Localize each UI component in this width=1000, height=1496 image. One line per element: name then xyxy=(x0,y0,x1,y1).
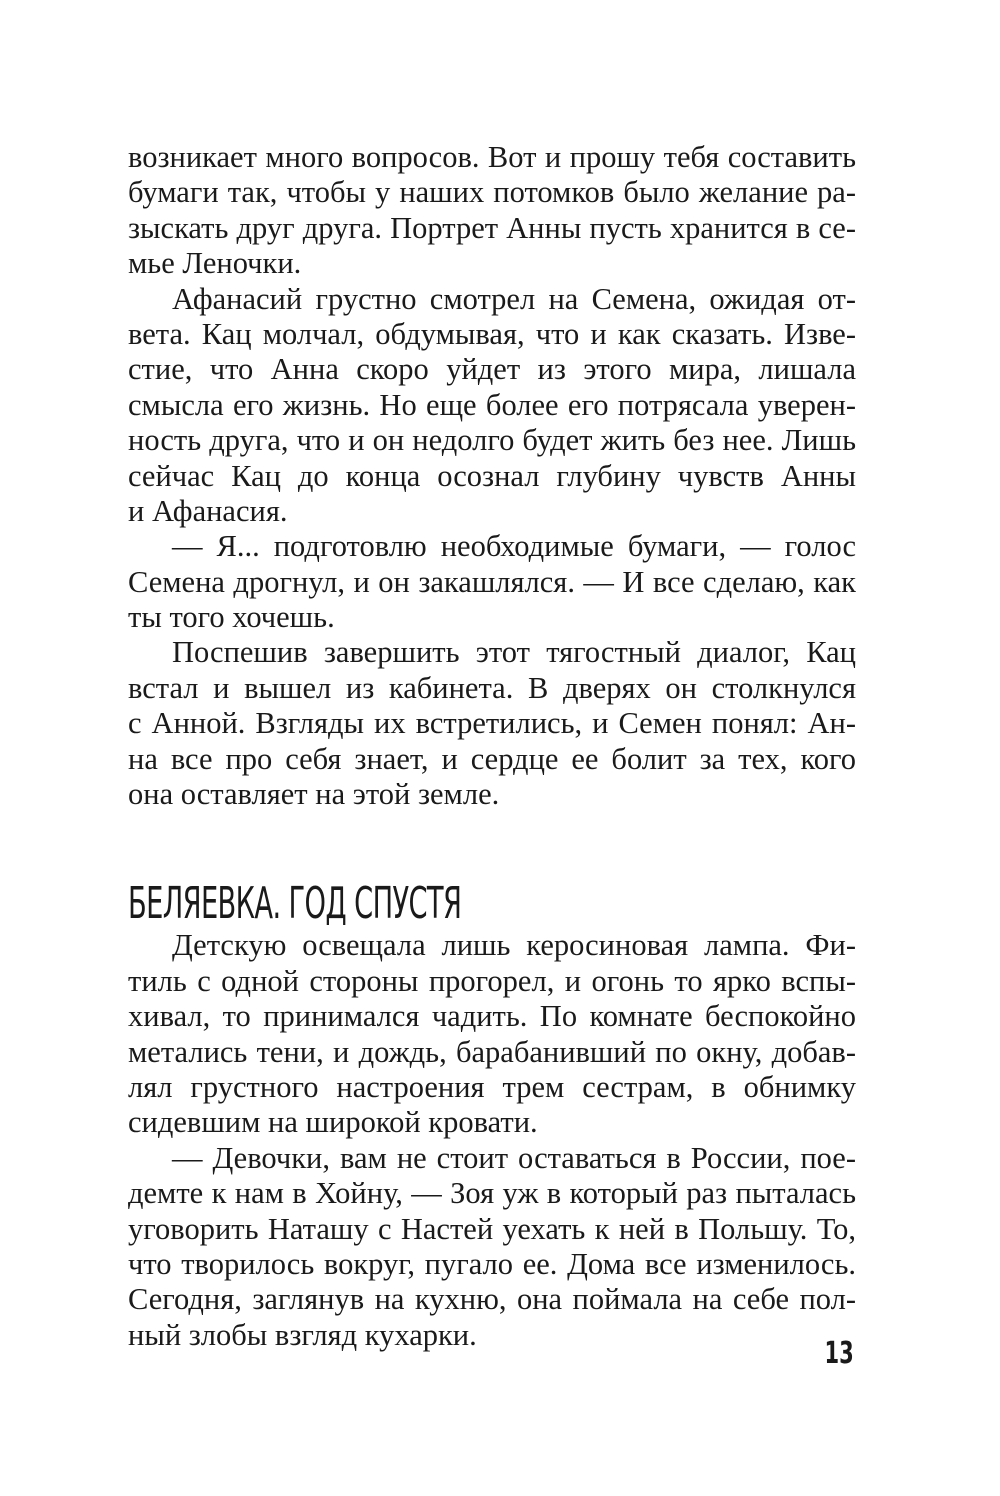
text-line: бумаги так, чтобы у наших потомков было желание ра- xyxy=(128,175,856,210)
text-line: лял грустного настроения трем сестрам, в обнимку xyxy=(128,1069,856,1104)
text-line: с Анной. Взгляды их встретились, и Семен понял: Ан- xyxy=(128,706,856,741)
text-line: что творилось вокруг, пугало ее. Дома все изменилось. xyxy=(128,1246,856,1281)
text-line: и Афанасия. xyxy=(128,493,288,528)
paragraph xyxy=(128,635,856,812)
text-line: зыскать друг друга. Портрет Анны пусть хранится в се- xyxy=(128,210,856,245)
text-line: она оставляет на этой земле. xyxy=(128,777,500,812)
text-line: Детскую освещала лишь керосиновая лампа. Фи- xyxy=(172,928,856,963)
text-line: смысла его жизнь. Но еще более его потрясала уверен- xyxy=(128,387,856,422)
text-line: вета. Кац молчал, обдумывая, что и как сказать. Изве- xyxy=(128,316,856,351)
paragraph xyxy=(128,282,856,530)
paragraph xyxy=(128,928,856,1140)
text-line: тиль с одной стороны прогорел, и огонь то ярко вспы- xyxy=(128,963,856,998)
text-line: сидевшим на широкой кровати. xyxy=(128,1105,538,1140)
text-line: — Я... подготовлю необходимые бумаги, — голос xyxy=(172,529,856,564)
chapter-heading: БЕЛЯЕВКА. ГОД СПУСТЯ xyxy=(128,878,462,930)
text-line: Семена дрогнул, и он закашлялся. — И все сделаю, как xyxy=(128,564,856,599)
text-line: демте к нам в Хойну, — Зоя уж в который раз пыталась xyxy=(128,1176,856,1211)
text-line: сейчас Кац до конца осознал глубину чувств Анны xyxy=(128,458,856,493)
page-body xyxy=(128,140,856,1353)
text-line: хивал, то принимался чадить. По комнате беспокойно xyxy=(128,999,856,1034)
text-line: возникает много вопросов. Вот и прошу тебя составить xyxy=(128,140,856,174)
text-line: уговорить Наташу с Настей уехать к ней в Польшу. То, xyxy=(128,1211,856,1246)
paragraph xyxy=(128,529,856,635)
paragraph xyxy=(128,140,856,282)
paragraph xyxy=(128,1141,856,1353)
text-line: — Девочки, вам не стоит оставаться в России, пое- xyxy=(172,1140,856,1175)
text-line: мье Леночки. xyxy=(128,246,302,281)
text-line: ный злобы взгляд кухарки. xyxy=(128,1317,477,1352)
text-line: стие, что Анна скоро уйдет из этого мира, лишала xyxy=(128,352,856,387)
text-line: Сегодня, заглянув на кухню, она поймала на себе пол- xyxy=(128,1282,856,1317)
text-line: метались тени, и дождь, барабанивший по окну, добав- xyxy=(128,1034,856,1069)
text-line: ты того хочешь. xyxy=(128,600,335,635)
page-number: 13 xyxy=(824,1336,854,1371)
text-line: Поспешив завершить этот тягостный диалог, Кац xyxy=(172,635,856,670)
text-line: встал и вышел из кабинета. В дверях он столкнулся xyxy=(128,670,856,705)
text-line: ность друга, что и он недолго будет жить без нее. Лишь xyxy=(128,423,856,458)
text-line: Афанасий грустно смотрел на Семена, ожидая от- xyxy=(172,281,856,316)
text-line: на все про себя знает, и сердце ее болит за тех, кого xyxy=(128,741,856,776)
